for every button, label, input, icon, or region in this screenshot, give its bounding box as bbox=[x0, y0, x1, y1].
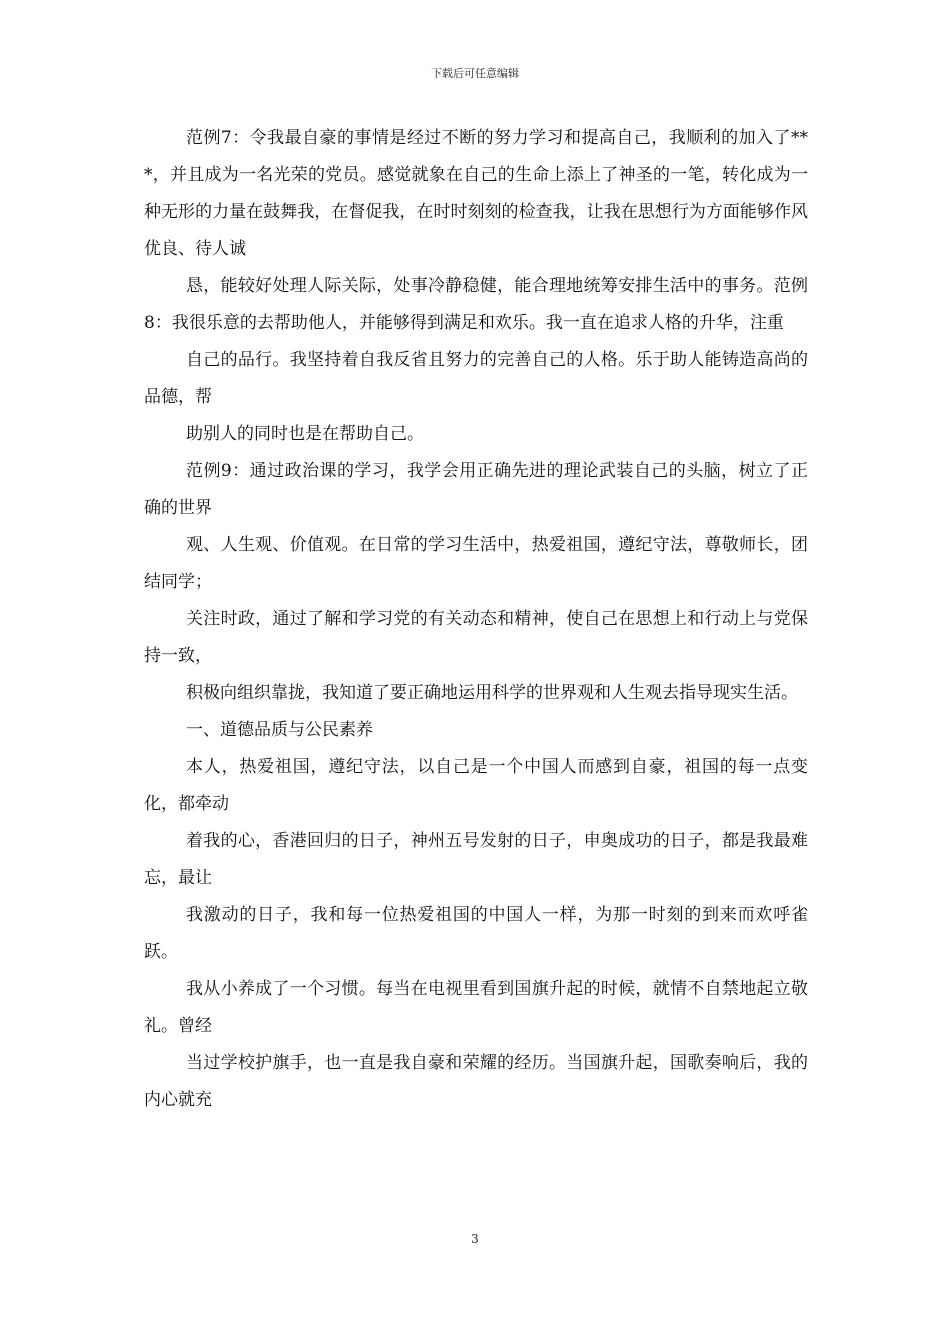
paragraph: 观、人生观、价值观。在日常的学习生活中，热爱祖国，遵纪守法，尊敬师长，团结同学； bbox=[144, 535, 808, 592]
page-number: 3 bbox=[471, 1232, 479, 1246]
paragraph: 积极向组织靠拢，我知道了要正确地运用科学的世界观和人生观去指导现实生活。 bbox=[186, 683, 798, 703]
paragraph: 我从小养成了一个习惯。每当在电视里看到国旗升起的时候，就情不自禁地起立敬礼。曾经 bbox=[144, 979, 808, 1036]
document-body bbox=[144, 120, 808, 1119]
paragraph: 恳，能较好处理人际关际，处事冷静稳健，能合理地统筹安排生活中的事务。范例8：我很乐意的去帮助他人，并能够得到满足和欢乐。我一直在追求人格的升华，注重 bbox=[144, 276, 808, 333]
paragraph: 自己的品行。我坚持着自我反省且努力的完善自己的人格。乐于助人能铸造高尚的品德，帮 bbox=[144, 350, 808, 407]
paragraph: 着我的心，香港回归的日子，神州五号发射的日子，申奥成功的日子，都是我最难忘，最让 bbox=[144, 831, 808, 888]
page-header: 下载后可任意编辑 bbox=[431, 67, 519, 80]
section-heading: 一、道德品质与公民素养 bbox=[186, 720, 373, 740]
paragraph: 范例7：令我最自豪的事情是经过不断的努力学习和提高自己，我顺利的加入了***，并且成为一名光荣的党员。感觉就象在自己的生命上添上了神圣的一笔，转化成为一种无形的力量在鼓舞我，在督促我，在时时刻刻的检查我，让我在思想行为方面能够作风优良、待人诚 bbox=[144, 128, 808, 259]
paragraph: 当过学校护旗手，也一直是我自豪和荣耀的经历。当国旗升起，国歌奏响后，我的内心就充 bbox=[144, 1053, 808, 1110]
paragraph: 我激动的日子，我和每一位热爱祖国的中国人一样，为那一时刻的到来而欢呼雀跃。 bbox=[144, 905, 808, 962]
paragraph: 助别人的同时也是在帮助自己。 bbox=[186, 424, 424, 444]
paragraph: 本人，热爱祖国，遵纪守法，以自己是一个中国人而感到自豪，祖国的每一点变化，都牵动 bbox=[144, 757, 808, 814]
paragraph: 范例9：通过政治课的学习，我学会用正确先进的理论武装自己的头脑，树立了正确的世界 bbox=[144, 461, 808, 518]
paragraph: 关注时政，通过了解和学习党的有关动态和精神，使自己在思想上和行动上与党保持一致， bbox=[144, 609, 808, 666]
